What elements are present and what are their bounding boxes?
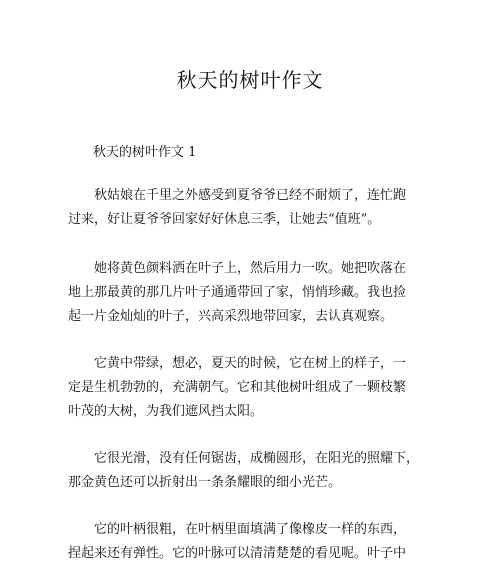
paragraph — [68, 257, 407, 329]
paragraph-line: 过来，好让夏爷爷回家好好休息三季，让她去“值班”。 — [68, 212, 381, 227]
paragraph-line: 地上那最黄的那几片叶子通通带回了家，悄悄珍藏。我也捡 — [68, 285, 407, 300]
paragraph-line: 它的叶柄很粗，在叶柄里面填满了像橡皮一样的东西， — [94, 522, 407, 537]
paragraph-line: 她将黄色颜料洒在叶子上，然后用力一吹。她把吹落在 — [94, 261, 407, 276]
paragraph-line: 定是生机勃勃的，充满朝气。它和其他树叶组成了一颗枝繁 — [68, 380, 407, 395]
paragraph-line: 捏起来还有弹性。它的叶脉可以清清楚楚的看见呢。叶子中 — [68, 546, 407, 561]
paragraph-line: 它很光滑，没有任何锯齿，成椭圆形，在阳光的照耀下， — [94, 451, 420, 466]
paragraph-line: 叶茂的大树，为我们遮风挡太阳。 — [68, 404, 264, 419]
paragraph-line: 起一片金灿灿的叶子，兴高采烈地带回家，去认真观察。 — [68, 309, 394, 324]
paragraph — [68, 447, 420, 495]
paragraph-line: 那金黄色还可以折射出一条条耀眼的细小光芒。 — [68, 475, 342, 490]
paragraph-line: 它黄中带绿，想必，夏天的时候，它在树上的样子，一 — [94, 356, 407, 371]
paragraph — [68, 352, 407, 424]
paragraph — [68, 518, 407, 566]
paragraph-line: 秋姑娘在千里之外感受到夏爷爷已经不耐烦了，连忙跑 — [94, 188, 407, 203]
paragraph — [68, 184, 407, 232]
section-heading: 秋天的树叶作文 1 — [93, 145, 197, 160]
document-title: 秋天的树叶作文 — [176, 68, 324, 92]
